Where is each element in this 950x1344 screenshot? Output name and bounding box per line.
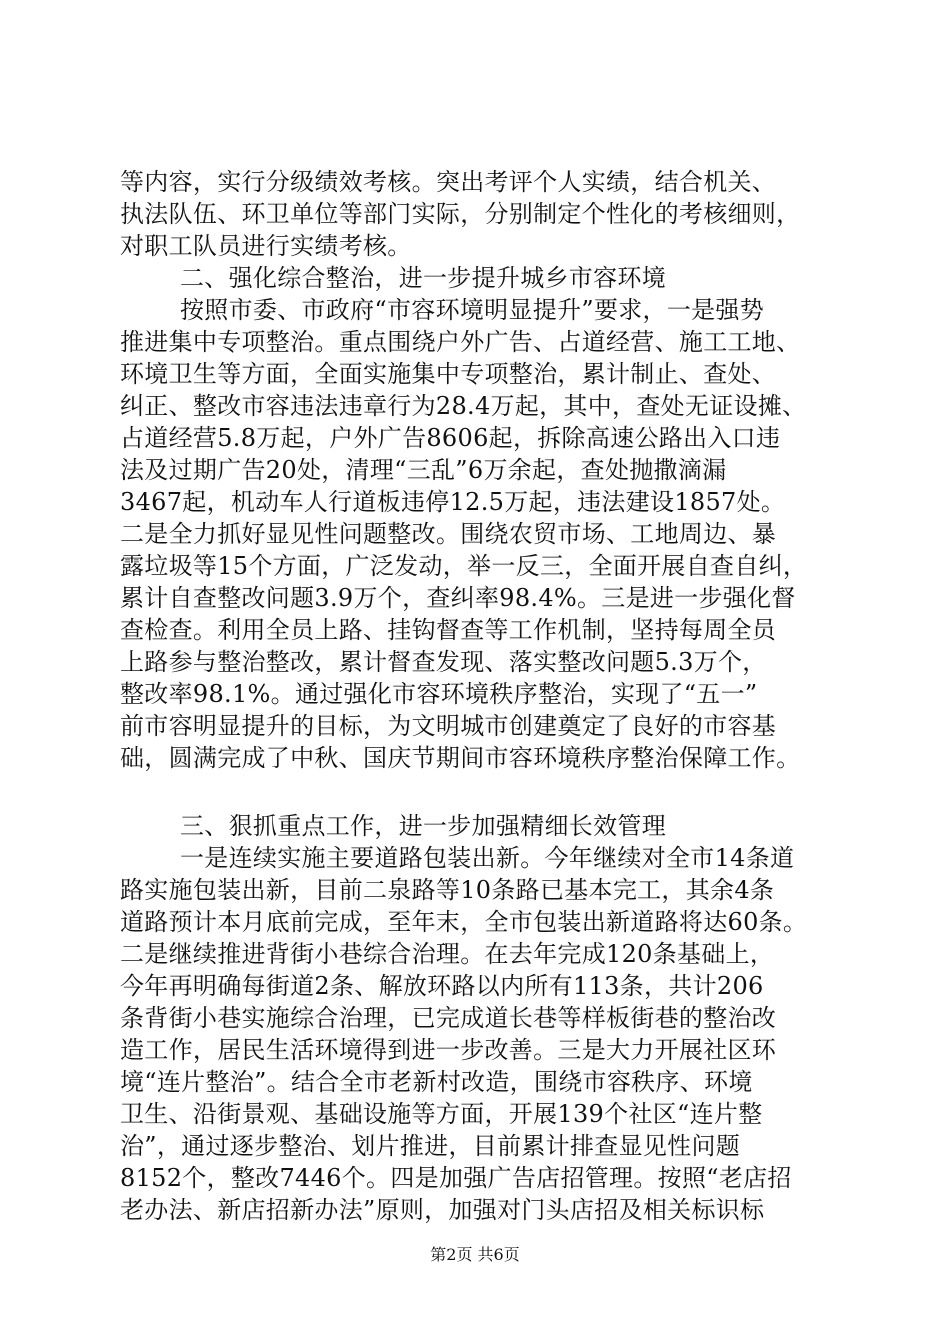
paragraph-spacer [120, 774, 830, 810]
section-heading-2: 二、强化综合整治，进一步提升城乡市容环境 [180, 264, 666, 292]
paragraph-line: 造工作，居民生活环境得到进一步改善。三是大力开展社区环 [120, 1036, 777, 1064]
paragraph-line: 占道经营5.8万起，户外广告8606起，拆除高速公路出入口违 [120, 424, 781, 452]
document-body [120, 166, 830, 1226]
paragraph-line: 8152个，整改7446个。四是加强广告店招管理。按照“老店招 [120, 1164, 792, 1192]
paragraph-line: 对职工队员进行实绩考核。 [120, 232, 412, 260]
section-heading-3: 三、狠抓重点工作，进一步加强精细长效管理 [180, 812, 666, 840]
paragraph-line: 环境卫生等方面，全面实施集中专项整治，累计制止、查处、 [120, 360, 777, 388]
paragraph-line: 等内容，实行分级绩效考核。突出考评个人实绩，结合机关、 [120, 168, 777, 196]
paragraph-line: 治”，通过逐步整治、划片推进，目前累计排查显见性问题 [120, 1132, 741, 1160]
paragraph-line: 按照市委、市政府“市容环境明显提升”要求，一是强势 [180, 296, 765, 324]
paragraph-line: 执法队伍、环卫单位等部门实际，分别制定个性化的考核细则， [120, 200, 801, 228]
paragraph-line: 础，圆满完成了中秋、国庆节期间市容环境秩序整治保障工作。 [120, 744, 801, 772]
paragraph-line: 上路参与整治整改，累计督查发现、落实整改问题5.3万个， [120, 648, 767, 676]
paragraph-line: 查检查。利用全员上路、挂钩督查等工作机制，坚持每周全员 [120, 616, 777, 644]
paragraph-line: 前市容明显提升的目标，为文明城市创建奠定了良好的市容基 [120, 712, 777, 740]
paragraph-line: 3467起，机动车人行道板违停12.5万起，违法建设1857处。 [120, 488, 786, 516]
page-number-footer: 第2页 共6页 [430, 1245, 520, 1264]
paragraph-line: 路实施包装出新，目前二泉路等10条路已基本完工，其余4条 [120, 876, 775, 904]
paragraph-line: 今年再明确每街道2条、解放环路以内所有113条，共计206 [120, 972, 764, 1000]
paragraph-line: 整改率98.1%。通过强化市容环境秩序整治，实现了“五一” [120, 680, 758, 708]
paragraph-line: 露垃圾等15个方面，广泛发动，举一反三，全面开展自查自纠， [120, 552, 808, 580]
paragraph-line: 法及过期广告20处，清理“三乱”6万余起，查处抛撒滴漏 [120, 456, 727, 484]
paragraph-line: 推进集中专项整治。重点围绕户外广告、占道经营、施工工地、 [120, 328, 801, 356]
paragraph-line: 二是全力抓好显见性问题整改。围绕农贸市场、工地周边、暴 [120, 520, 777, 548]
paragraph-line: 境“连片整治”。结合全市老新村改造，围绕市容秩序、环境 [120, 1068, 753, 1096]
paragraph-line: 老办法、新店招新办法”原则，加强对门头店招及相关标识标 [120, 1196, 765, 1224]
paragraph-line: 累计自查整改问题3.9万个，查纠率98.4%。三是进一步强化督 [120, 584, 796, 612]
paragraph-line: 卫生、沿街景观、基础设施等方面，开展139个社区“连片整 [120, 1100, 763, 1128]
paragraph-line: 二是继续推进背街小巷综合治理。在去年完成120条基础上， [120, 940, 775, 968]
paragraph-line: 条背街小巷实施综合治理，已完成道长巷等样板街巷的整治改 [120, 1004, 777, 1032]
paragraph-line: 一是连续实施主要道路包装出新。今年继续对全市14条道 [180, 844, 795, 872]
paragraph-line: 纠正、整改市容违法违章行为28.4万起，其中，查处无证设摊、 [120, 392, 807, 420]
paragraph-line: 道路预计本月底前完成，至年末，全市包装出新道路将达60条。 [120, 908, 808, 936]
